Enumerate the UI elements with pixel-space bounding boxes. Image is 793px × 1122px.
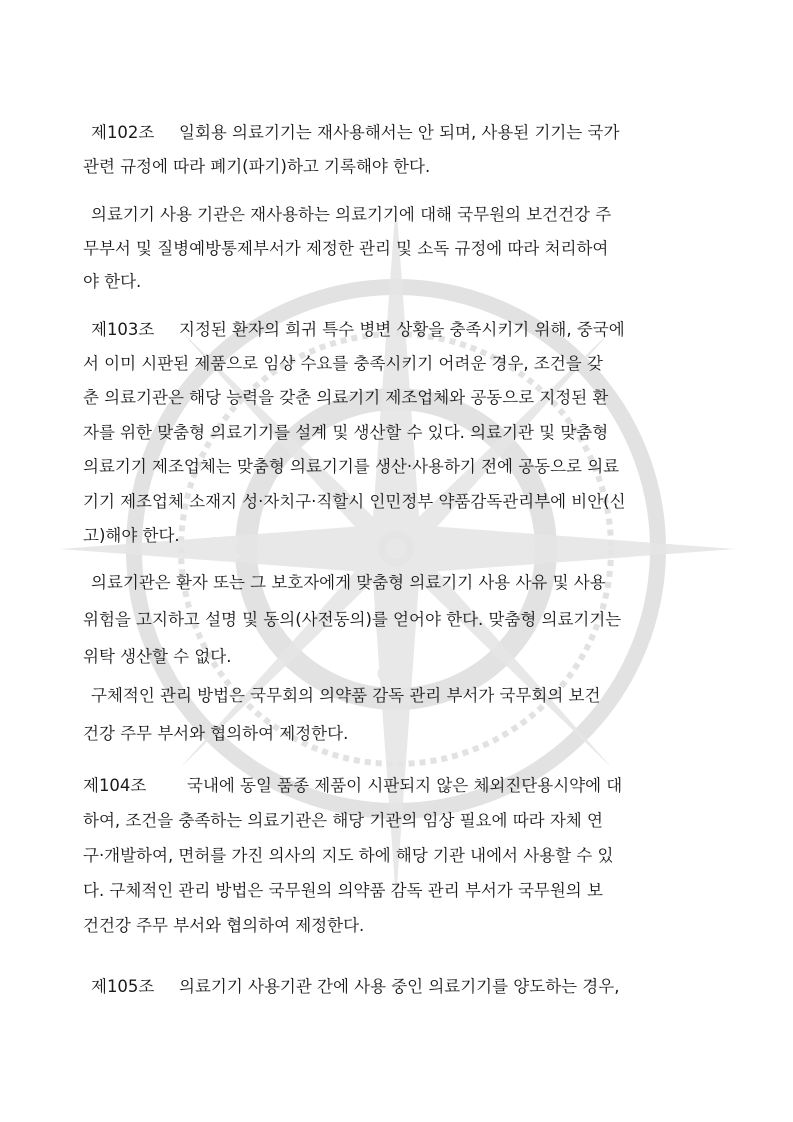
text-line: 건건강 주무 부서와 협의하여 제정한다. bbox=[83, 916, 365, 935]
text-line: 의료기관은 환자 또는 그 보호자에게 맞춤형 의료기기 사용 사유 및 사용 bbox=[91, 573, 606, 592]
article-number: 제104조 bbox=[83, 776, 147, 795]
text-line: 춘 의료기관은 해당 능력을 갖춘 의료기기 제조업체와 공동으로 지정된 환 bbox=[83, 388, 609, 407]
paragraph-management-method bbox=[83, 679, 723, 751]
text-line: 야 한다. bbox=[83, 272, 142, 291]
text-line: 하여, 조건을 충족하는 의료기관은 해당 기관의 임상 필요에 따라 자체 연 bbox=[83, 811, 603, 830]
article-105 bbox=[83, 970, 723, 1004]
text-line: 기기 제조업체 소재지 성·자치구·직할시 인민정부 약품감독관리부에 비안(신 bbox=[83, 491, 626, 511]
article-number: 제103조 bbox=[91, 320, 155, 339]
text-line: 무부서 및 질병예방통제부서가 제정한 관리 및 소독 규정에 따라 처리하여 bbox=[83, 238, 609, 258]
text-line: 위험을 고지하고 설명 및 동의(사전동의)를 얻어야 한다. 맞춤형 의료기기는 bbox=[83, 610, 622, 629]
text-line: 다. 구체적인 관리 방법은 국무원의 의약품 감독 관리 부서가 국무원의 보 bbox=[83, 881, 603, 900]
text-line: 건강 주무 부서와 협의하여 제정한다. bbox=[83, 724, 349, 743]
text-line: 관련 규정에 따라 폐기(파기)하고 기록해야 한다. bbox=[83, 156, 431, 176]
text-line: 위탁 생산할 수 없다. bbox=[83, 647, 232, 666]
text-line: 자를 위한 맞춤형 의료기기를 설계 및 생산할 수 있다. 의료기관 및 맞춤형 bbox=[83, 422, 609, 442]
text-line: 지정된 환자의 희귀 특수 병변 상황을 충족시키기 위해, 중국에 bbox=[179, 320, 625, 339]
article-number: 제102조 bbox=[91, 123, 155, 142]
text-line: 일회용 의료기기는 재사용해서는 안 되며, 사용된 기기는 국가 bbox=[179, 123, 620, 142]
article-103 bbox=[83, 313, 723, 553]
paragraph-informed-consent bbox=[83, 566, 723, 674]
text-line: 구·개발하여, 면허를 가진 의사의 지도 하에 해당 기관 내에서 사용할 수 있 bbox=[83, 846, 614, 865]
text-line: 의료기기 사용기관 간에 사용 중인 의료기기를 양도하는 경우, bbox=[179, 977, 620, 996]
text-line: 고)해야 한다. bbox=[83, 526, 180, 545]
text-line: 국내에 동일 품종 제품이 시판되지 않은 체외진단용시약에 대 bbox=[187, 776, 623, 795]
paragraph-reuse-disinfection bbox=[83, 198, 723, 299]
article-number: 제105조 bbox=[91, 977, 155, 996]
article-102 bbox=[83, 116, 723, 183]
text-line: 의료기기 사용 기관은 재사용하는 의료기기에 대해 국무원의 보건건강 주 bbox=[91, 205, 612, 224]
article-104 bbox=[83, 769, 723, 943]
text-line: 서 이미 시판된 제품으로 임상 수요를 충족시키기 어려운 경우, 조건을 갖 bbox=[83, 353, 603, 373]
text-line: 의료기기 제조업체는 맞춤형 의료기기를 생산·사용하기 전에 공동으로 의료 bbox=[83, 457, 620, 476]
text-line: 구체적인 관리 방법은 국무회의 의약품 감독 관리 부서가 국무회의 보건 bbox=[91, 686, 601, 705]
